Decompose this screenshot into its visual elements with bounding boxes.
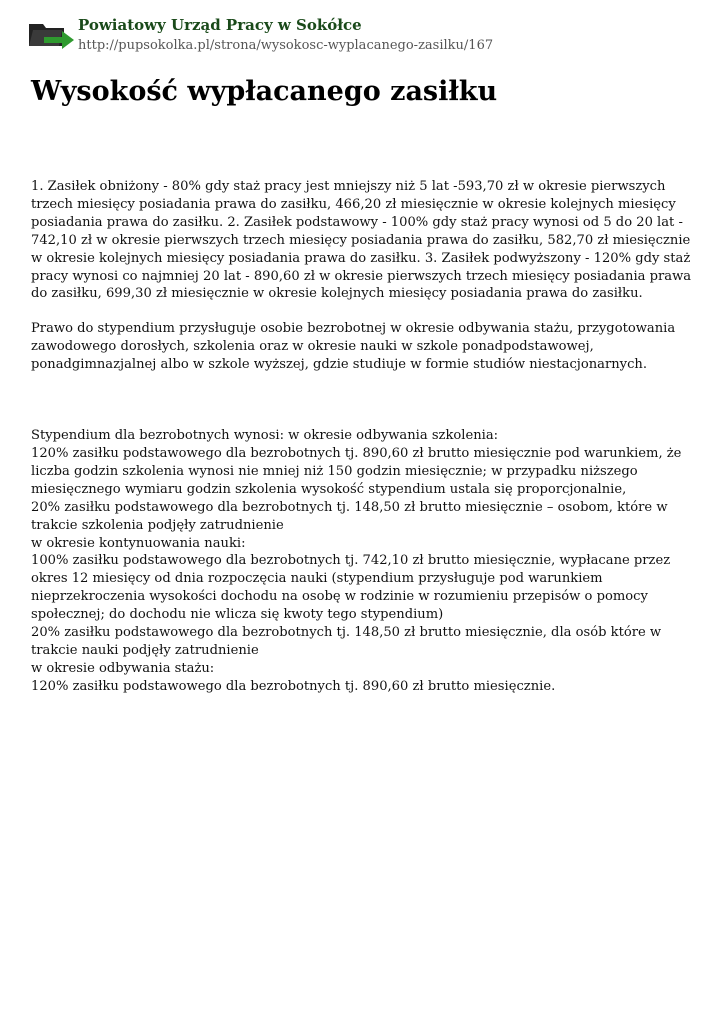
stipend-amounts-block: [31, 427, 695, 696]
stipend-line: 100% zasiłku podstawowego dla bezrobotnych tj. 742,10 zł brutto miesięcznie, wypłacane przez okres 12 miesięcy od dnia rozpoczęcia nauki (stypendium przysługuje pod warunkiem nieprzekroczenia wysokości dochodu na osobę w rodzinie w rozumieniu przepisów o pomocy społecznej; do dochodu nie wlicza się kwoty tego stypendium): [31, 553, 671, 623]
stipend-line: 120% zasiłku podstawowego dla bezrobotnych tj. 890,60 zł brutto miesięcznie pod warunkiem, że liczba godzin szkolenia wynosi nie mniej niż 150 godzin miesięcznie; w przypadku niższego miesięcznego wymiaru godzin szkolenia wysokość stypendium ustala się proporcjonalnie,: [31, 445, 682, 497]
page-header: [26, 14, 706, 58]
stipend-line: 20% zasiłku podstawowego dla bezrobotnych tj. 148,50 zł brutto miesięcznie – osobom, które w trakcie szkolenia podjęły zatrudnienie: [31, 499, 668, 533]
page-url[interactable]: http://pupsokolka.pl/strona/wysokosc-wyplacanego-zasilku/167: [78, 38, 494, 53]
stipend-line: 120% zasiłku podstawowego dla bezrobotnych tj. 890,60 zł brutto miesięcznie.: [31, 678, 556, 694]
stipend-line: w okresie odbywania stażu:: [31, 660, 215, 676]
stipend-line: Stypendium dla bezrobotnych wynosi: w okresie odbywania szkolenia:: [31, 428, 499, 444]
stipend-line: w okresie kontynuowania nauki:: [31, 535, 246, 551]
benefit-levels-paragraph: 1. Zasiłek obniżony - 80% gdy staż pracy jest mniejszy niż 5 lat -593,70 zł w okresie pierwszych trzech miesięcy posiadania prawa do zasiłku, 466,20 zł miesięcznie w okresie kolejnych miesięcy posiadania prawa do zasiłku. 2. Zasiłek podstawowy - 100% gdy staż pracy wynosi od 5 do 20 lat - 742,10 zł w okresie pierwszych trzech miesięcy posiadania prawa do zasiłku, 582,70 zł miesięcznie w okresie kolejnych miesięcy posiadania prawa do zasiłku. 3. Zasiłek podwyższony - 120% gdy staż pracy wynosi co najmniej 20 lat - 890,60 zł w okresie pierwszych trzech miesięcy posiadania prawa do zasiłku, 699,30 zł miesięcznie w okresie kolejnych miesięcy posiadania prawa do zasiłku.: [31, 179, 692, 302]
site-title[interactable]: Powiatowy Urząd Pracy w Sokółce: [78, 16, 362, 34]
logo-folder-arrow-icon[interactable]: [26, 20, 76, 50]
stipend-line: 20% zasiłku podstawowego dla bezrobotnych tj. 148,50 zł brutto miesięcznie, dla osób które w trakcie nauki podjęły zatrudnienie: [31, 625, 662, 658]
page-title: Wysokość wypłacanego zasiłku: [31, 76, 498, 107]
stipend-eligibility-paragraph: Prawo do stypendium przysługuje osobie bezrobotnej w okresie odbywania stażu, przygotowania zawodowego dorosłych, szkolenia oraz w okresie nauki w szkole ponadpodstawowej, ponadgimnazjalnej albo w szkole wyższej, gdzie studiuje w formie studiów niestacjonarnych.: [31, 321, 676, 373]
article-content: [31, 178, 695, 696]
